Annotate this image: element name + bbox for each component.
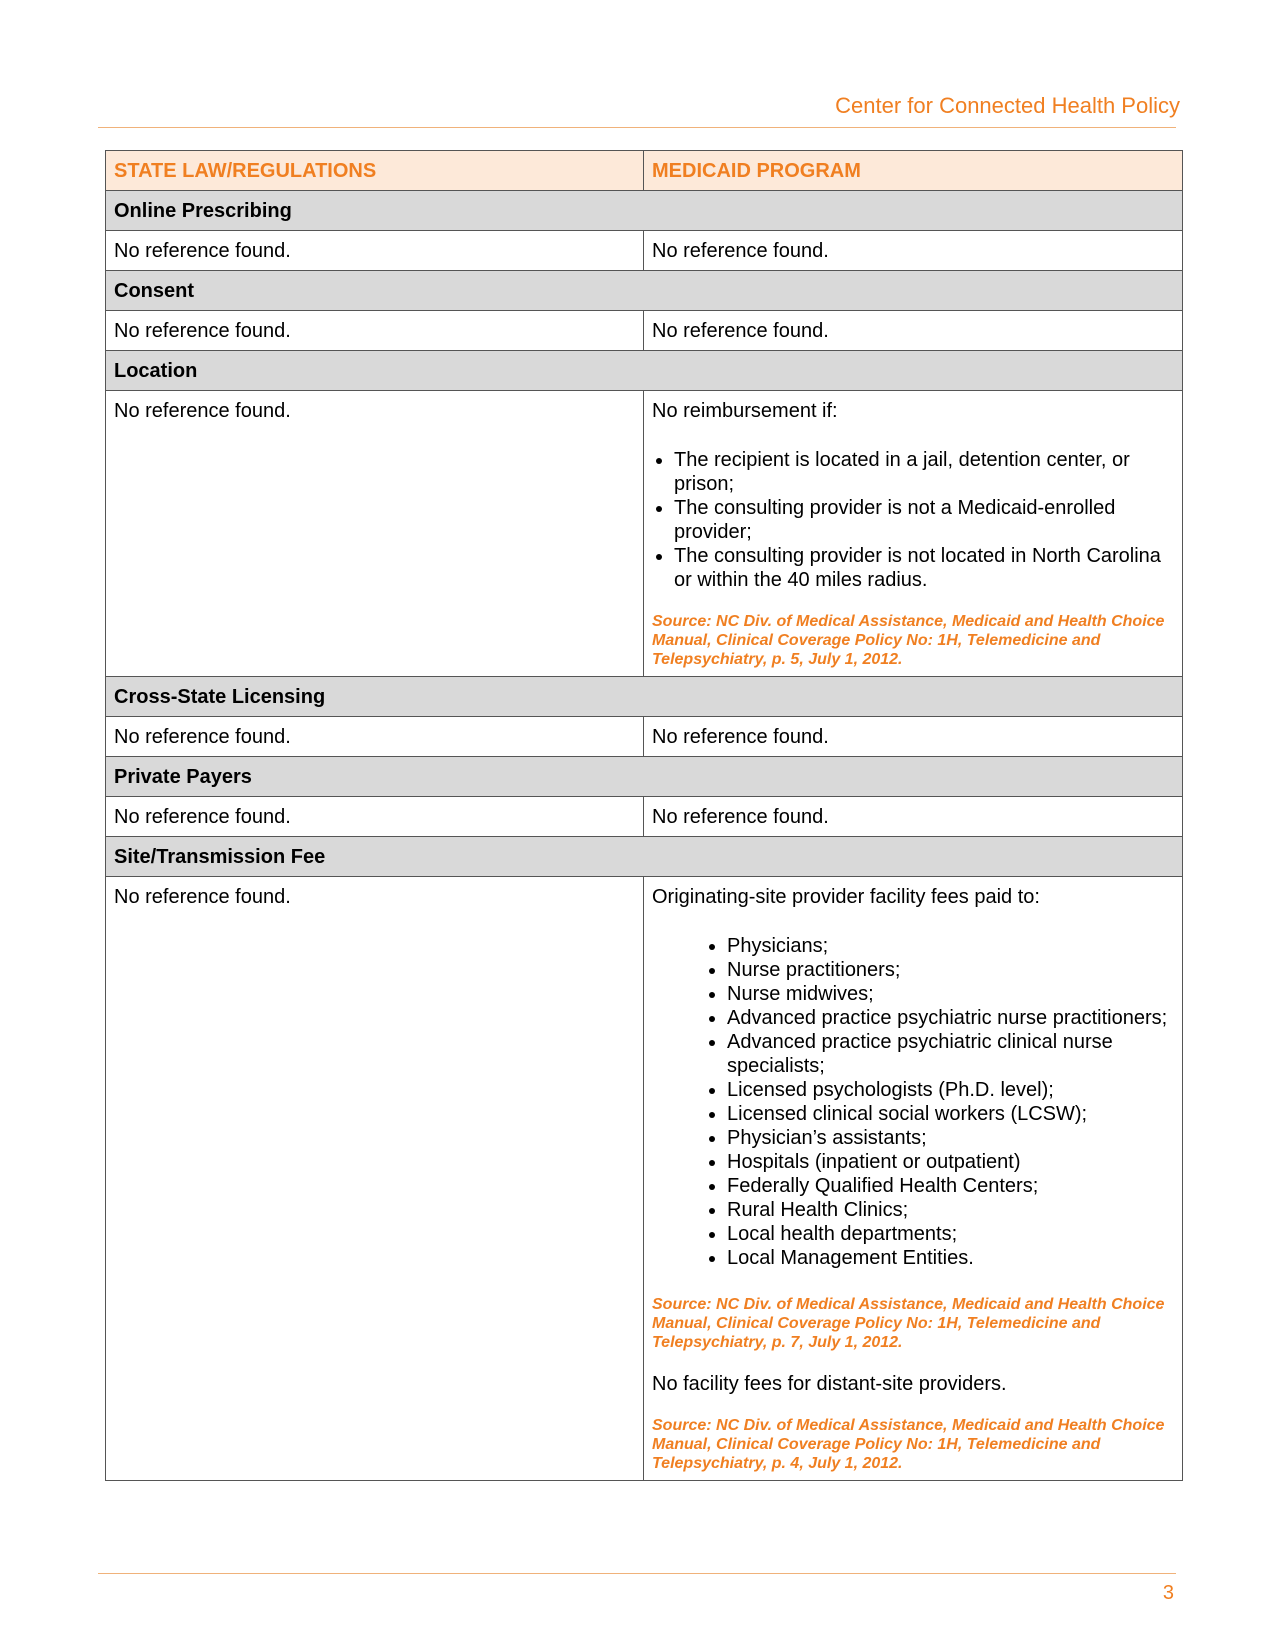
table-row — [106, 311, 1183, 351]
list-item: • Licensed clinical social workers (LCSW); — [727, 1102, 1174, 1126]
medicaid-cell — [644, 391, 1183, 677]
medicaid-cell — [644, 877, 1183, 1481]
list-item: • Physicians; — [727, 934, 1174, 958]
source-citation: Source: NC Div. of Medical Assistance, Medicaid and Health Choice Manual, Clinical Coverage Policy No: 1H, Telemedicine and Telepsychiatry, p. 4, July 1, 2012. — [652, 1417, 1165, 1472]
location-restrictions-list — [652, 448, 1174, 592]
policy-table — [105, 150, 1183, 1481]
list-item: • Hospitals (inpatient or outpatient) — [727, 1150, 1174, 1174]
section-row-location — [106, 351, 1183, 391]
list-item: • The recipient is located in a jail, detention center, or prison; — [674, 448, 1174, 496]
table-header-row — [106, 151, 1183, 191]
list-item: • Rural Health Clinics; — [727, 1198, 1174, 1222]
distant-site-note: No facility fees for distant-site providers. — [652, 1373, 1007, 1395]
footer-divider — [98, 1573, 1176, 1574]
medicaid-cell: No reference found. — [644, 231, 1183, 271]
list-item: • The consulting provider is not located in North Carolina or within the 40 miles radius. — [674, 544, 1174, 592]
section-row-consent — [106, 271, 1183, 311]
section-title: Private Payers — [106, 757, 1183, 797]
list-item: • Local health departments; — [727, 1222, 1174, 1246]
state-law-cell: No reference found. — [106, 231, 644, 271]
state-law-cell: No reference found. — [106, 797, 644, 837]
medicaid-cell: No reference found. — [644, 797, 1183, 837]
section-row-cross-state-licensing — [106, 677, 1183, 717]
state-law-cell: No reference found. — [106, 391, 644, 677]
table-row — [106, 877, 1183, 1481]
medicaid-cell: No reference found. — [644, 717, 1183, 757]
section-title: Consent — [106, 271, 1183, 311]
list-item: • Advanced practice psychiatric nurse practitioners; — [727, 1006, 1174, 1030]
section-title: Site/Transmission Fee — [106, 837, 1183, 877]
table-row — [106, 391, 1183, 677]
section-row-site-transmission-fee — [106, 837, 1183, 877]
section-row-online-prescribing — [106, 191, 1183, 231]
state-law-cell: No reference found. — [106, 717, 644, 757]
page-header-title: Center for Connected Health Policy — [835, 93, 1180, 118]
list-item: • The consulting provider is not a Medicaid-enrolled provider; — [674, 496, 1174, 544]
medicaid-intro: Originating-site provider facility fees paid to: — [652, 886, 1040, 908]
section-row-private-payers — [106, 757, 1183, 797]
column-header-state-law: STATE LAW/REGULATIONS — [106, 151, 644, 191]
eligible-providers-list — [652, 934, 1174, 1270]
section-title: Online Prescribing — [106, 191, 1183, 231]
section-title: Location — [106, 351, 1183, 391]
list-item: • Nurse practitioners; — [727, 958, 1174, 982]
table-row — [106, 231, 1183, 271]
list-item: • Federally Qualified Health Centers; — [727, 1174, 1174, 1198]
source-citation: Source: NC Div. of Medical Assistance, Medicaid and Health Choice Manual, Clinical Coverage Policy No: 1H, Telemedicine and Telepsychiatry, p. 5, July 1, 2012. — [652, 613, 1165, 668]
header-divider — [98, 127, 1176, 128]
source-citation: Source: NC Div. of Medical Assistance, Medicaid and Health Choice Manual, Clinical Coverage Policy No: 1H, Telemedicine and Telepsychiatry, p. 7, July 1, 2012. — [652, 1296, 1165, 1351]
section-title: Cross-State Licensing — [106, 677, 1183, 717]
list-item: • Local Management Entities. — [727, 1246, 1174, 1270]
table-row — [106, 797, 1183, 837]
column-header-medicaid: MEDICAID PROGRAM — [644, 151, 1183, 191]
list-item: • Physician’s assistants; — [727, 1126, 1174, 1150]
medicaid-cell: No reference found. — [644, 311, 1183, 351]
list-item: • Licensed psychologists (Ph.D. level); — [727, 1078, 1174, 1102]
state-law-cell: No reference found. — [106, 311, 644, 351]
page-number: 3 — [1162, 1582, 1174, 1604]
medicaid-intro: No reimbursement if: — [652, 400, 838, 422]
list-item: • Nurse midwives; — [727, 982, 1174, 1006]
list-item: • Advanced practice psychiatric clinical nurse specialists; — [727, 1030, 1174, 1078]
state-law-cell: No reference found. — [106, 877, 644, 1481]
table-row — [106, 717, 1183, 757]
